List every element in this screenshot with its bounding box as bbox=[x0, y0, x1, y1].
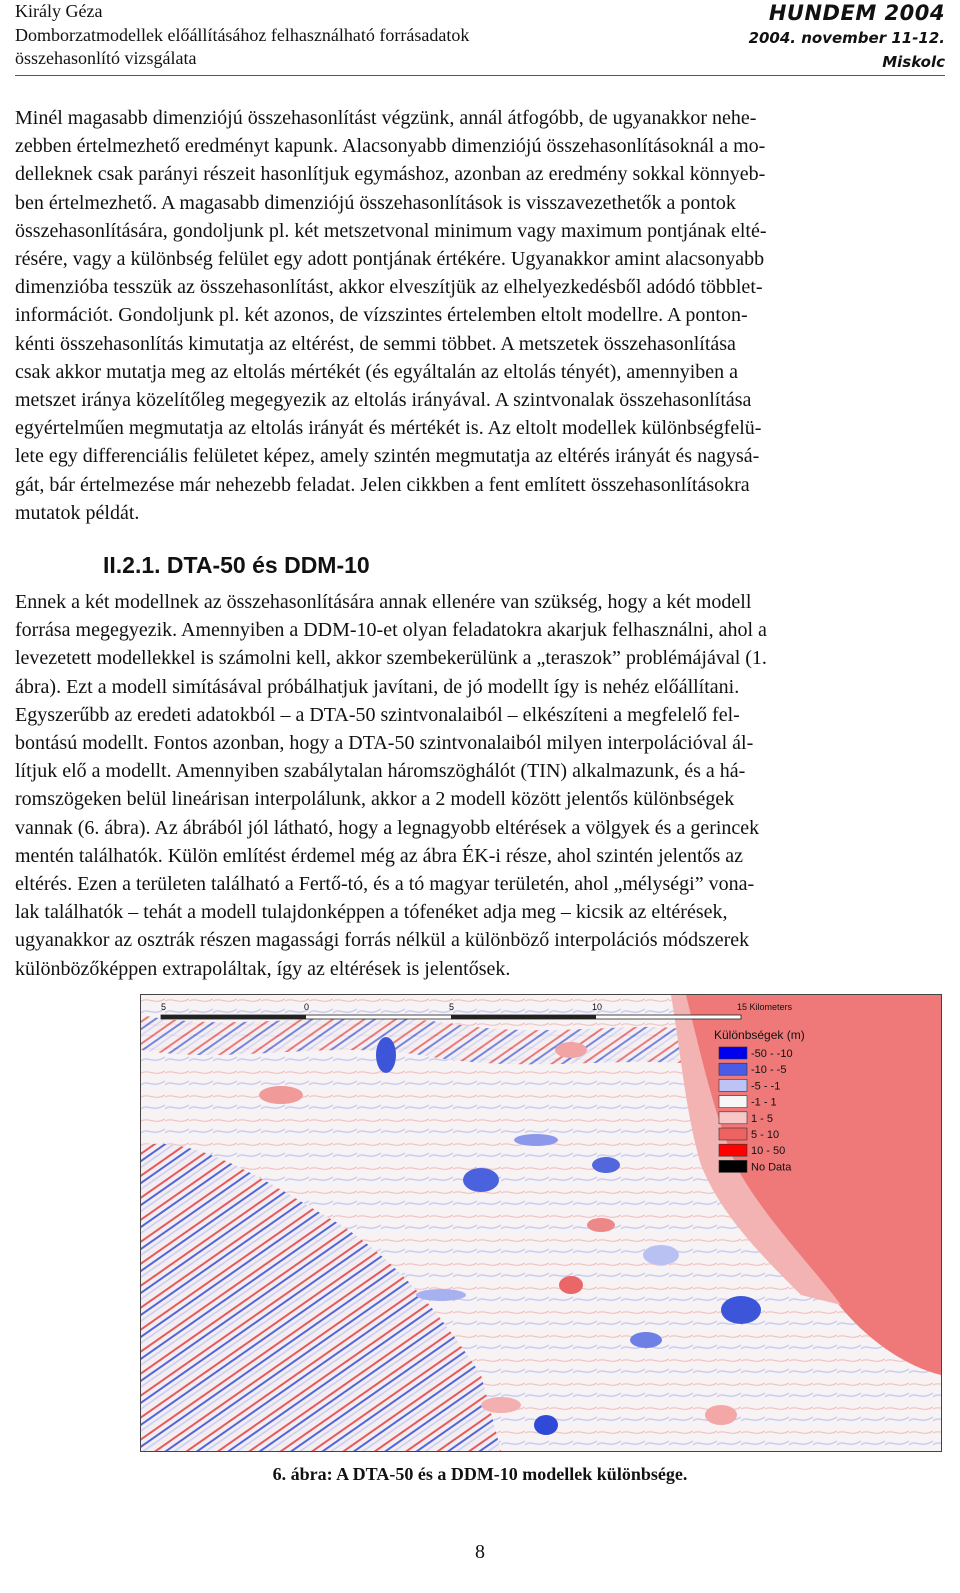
header-title-line-1: Domborzatmodellek előállításához felhasználható forrásadatok bbox=[15, 24, 470, 45]
text-line: egyértelműen megmutatja az eltolás irányát és mértékét is. Az eltolt modellek különbségfelü- bbox=[15, 417, 762, 440]
text-line: csak akkor mutatja meg az eltolás mértékét (és egyáltalán az eltolás tényét), amennyiben a bbox=[15, 360, 739, 383]
blue-patch bbox=[416, 1289, 466, 1301]
legend-swatch bbox=[719, 1096, 747, 1108]
legend-swatch bbox=[719, 1144, 747, 1156]
text-line: dimenzióba tesszük az összehasonlítást, akkor elveszítjük az elhelyezkedésből adódó többlet- bbox=[15, 276, 763, 299]
legend-swatch bbox=[719, 1128, 747, 1140]
legend-label: -1 - 1 bbox=[751, 1096, 777, 1109]
conference-city: Miskolc bbox=[882, 53, 945, 71]
blue-patch bbox=[514, 1134, 558, 1146]
difference-map-figure bbox=[140, 994, 942, 1452]
scalebar-label: 15 Kilometers bbox=[737, 1002, 793, 1012]
red-patch bbox=[587, 1218, 615, 1232]
header-rule bbox=[15, 75, 945, 76]
legend-label: -10 - -5 bbox=[751, 1064, 787, 1077]
blue-patch bbox=[592, 1157, 620, 1173]
text-line: delleknek csak parányi részeit hasonlítjuk egymáshoz, azonban az eredmény sokkal könnyeb- bbox=[15, 163, 766, 186]
text-line: mutatok példát. bbox=[15, 501, 140, 524]
legend-swatch bbox=[719, 1112, 747, 1124]
legend-label: 1 - 5 bbox=[751, 1112, 774, 1125]
text-line: információt. Gondoljunk pl. két azonos, de vízszintes értelemben eltolt modellre. A ponton- bbox=[15, 304, 748, 327]
legend-label: 10 - 50 bbox=[751, 1145, 786, 1158]
text-line: kénti összehasonlítás kimutatja az eltérést, de semmi többet. A metszetek összehasonlítása bbox=[15, 332, 736, 355]
blue-patch bbox=[463, 1168, 499, 1192]
text-line: különbözőképpen extrapoláltak, így az eltérések is jelentősek. bbox=[15, 957, 511, 980]
scalebar-label: 10 bbox=[592, 1002, 603, 1012]
text-line: gát, bár értelmezése már nehezebb feladat. Jelen cikkben a fent említett összehasonlításokra bbox=[15, 473, 750, 496]
text-line: eltérés. Ezen a területen található a Fertő-tó, és a tó magyar területén, ahol „mélységi” vona- bbox=[15, 873, 755, 896]
text-line: romszögeken belül lineárisan interpolálunk, akkor a 2 modell között jelentős különbségek bbox=[15, 788, 735, 811]
conference-header bbox=[749, 0, 945, 74]
text-line: ugyanakkor az osztrák részen magassági forrás nélkül a különböző interpolációs módszerek bbox=[15, 929, 750, 952]
scalebar-label: 0 bbox=[304, 1002, 310, 1012]
conference-date: 2004. november 11-12. bbox=[748, 29, 945, 47]
page-number: 8 bbox=[475, 1541, 485, 1563]
red-patch bbox=[559, 1276, 583, 1294]
legend-swatch bbox=[719, 1063, 747, 1075]
scalebar-segment bbox=[161, 1015, 306, 1019]
text-line: Minél magasabb dimenziójú összehasonlítást végzünk, annál átfogóbb, de ugyanakkor nehe- bbox=[15, 107, 757, 129]
paragraph-1 bbox=[15, 104, 943, 527]
red-patch bbox=[481, 1397, 521, 1413]
legend-swatch bbox=[719, 1079, 747, 1091]
legend-label: -5 - -1 bbox=[751, 1080, 781, 1093]
text-line: mentén találhatók. Külön említést érdemel még az ábra ÉK-i része, ahol szintén jelentős az bbox=[15, 844, 744, 867]
blue-patch bbox=[721, 1296, 761, 1324]
text-line: Ennek a két modellnek az összehasonlítására annak ellenére van szükség, hogy a két modell bbox=[15, 591, 752, 613]
running-header bbox=[15, 0, 469, 71]
red-patch bbox=[555, 1042, 587, 1058]
scalebar-label: 5 bbox=[449, 1002, 455, 1012]
text-line: zebben értelmezhető eredményt kapunk. Alacsonyabb dimenziójú összehasonlításoknál a mo- bbox=[15, 135, 766, 158]
text-line: bontású modellt. Fontos azonban, hogy a DTA-50 szintvonalaiból milyen interpolációval ál- bbox=[15, 732, 754, 755]
conference-name: HUNDEM 2004 bbox=[768, 1, 945, 25]
legend-title: Különbségek (m) bbox=[714, 1028, 805, 1042]
paragraph-2 bbox=[15, 588, 943, 983]
scalebar-label: 5 bbox=[161, 1002, 167, 1012]
section-heading: II.2.1. DTA-50 és DDM-10 bbox=[103, 552, 370, 578]
text-line: lítjuk elő a modellt. Amennyiben szabálytalan háromszöghálót (TIN) alkalmazunk, és a há- bbox=[15, 760, 746, 783]
text-line: ábra). Ezt a modell simításával próbálhatjuk javítani, de jó modellt így is nehéz előállítani. bbox=[15, 675, 740, 698]
blue-patch bbox=[643, 1245, 679, 1265]
legend-label: -50 - -10 bbox=[751, 1048, 793, 1060]
header-title-line-2: összehasonlító vizsgálata bbox=[15, 48, 197, 68]
scalebar-segment bbox=[451, 1015, 596, 1019]
text-line: lete egy differenciális felületet képez, amely szintén megmutatja az eltérés irányát és nagysá- bbox=[15, 445, 760, 468]
red-patch bbox=[705, 1405, 737, 1425]
difference-map bbox=[141, 995, 941, 1451]
text-line: lak találhatók – tehát a modell tulajdonképpen a tófenéket adja meg – kicsik az eltérések, bbox=[15, 901, 728, 924]
text-line: levezetett modellekkel is számolni kell, akkor szembekerülünk a „teraszok” problémájával (1. bbox=[15, 647, 767, 670]
text-line: forrása megegyezik. Amennyiben a DDM-10-et olyan feladatokra akarjuk felhasználni, ahol a bbox=[15, 619, 767, 642]
red-patch bbox=[259, 1086, 303, 1104]
header-author: Király Géza bbox=[15, 1, 103, 21]
figure-caption: 6. ábra: A DTA-50 és a DDM-10 modellek különbsége. bbox=[272, 1464, 688, 1484]
text-line: Egyszerűbb az eredeti adatokból – a DTA-50 szintvonalaiból – elkészíteni a megfelelő fel- bbox=[15, 703, 740, 726]
legend-label: 5 - 10 bbox=[751, 1129, 780, 1141]
blue-patch bbox=[376, 1037, 396, 1073]
blue-patch bbox=[630, 1332, 662, 1348]
text-line: résére, vagy a különbség felület egy adott pontjának értékére. Ugyanakkor amint alacsonyabb bbox=[15, 248, 765, 271]
text-line: metszet iránya közelítőleg megegyezik az eltolás irányával. A szintvonalak összehasonlítása bbox=[15, 389, 752, 412]
legend-swatch bbox=[719, 1047, 747, 1059]
legend-label: No Data bbox=[751, 1161, 792, 1174]
text-line: összehasonlítására, gondoljunk pl. két metszetvonal minimum vagy maximum pontjának elté- bbox=[15, 219, 767, 242]
text-line: vannak (6. ábra). Az ábrából jól látható, hogy a legnagyobb eltérések a völgyek és a gerincek bbox=[15, 816, 760, 839]
blue-patch bbox=[534, 1415, 558, 1435]
legend-swatch bbox=[719, 1160, 747, 1172]
text-line: ben értelmezhető. A magasabb dimenziójú összehasonlítások is visszavezethetők a pontok bbox=[15, 191, 736, 214]
